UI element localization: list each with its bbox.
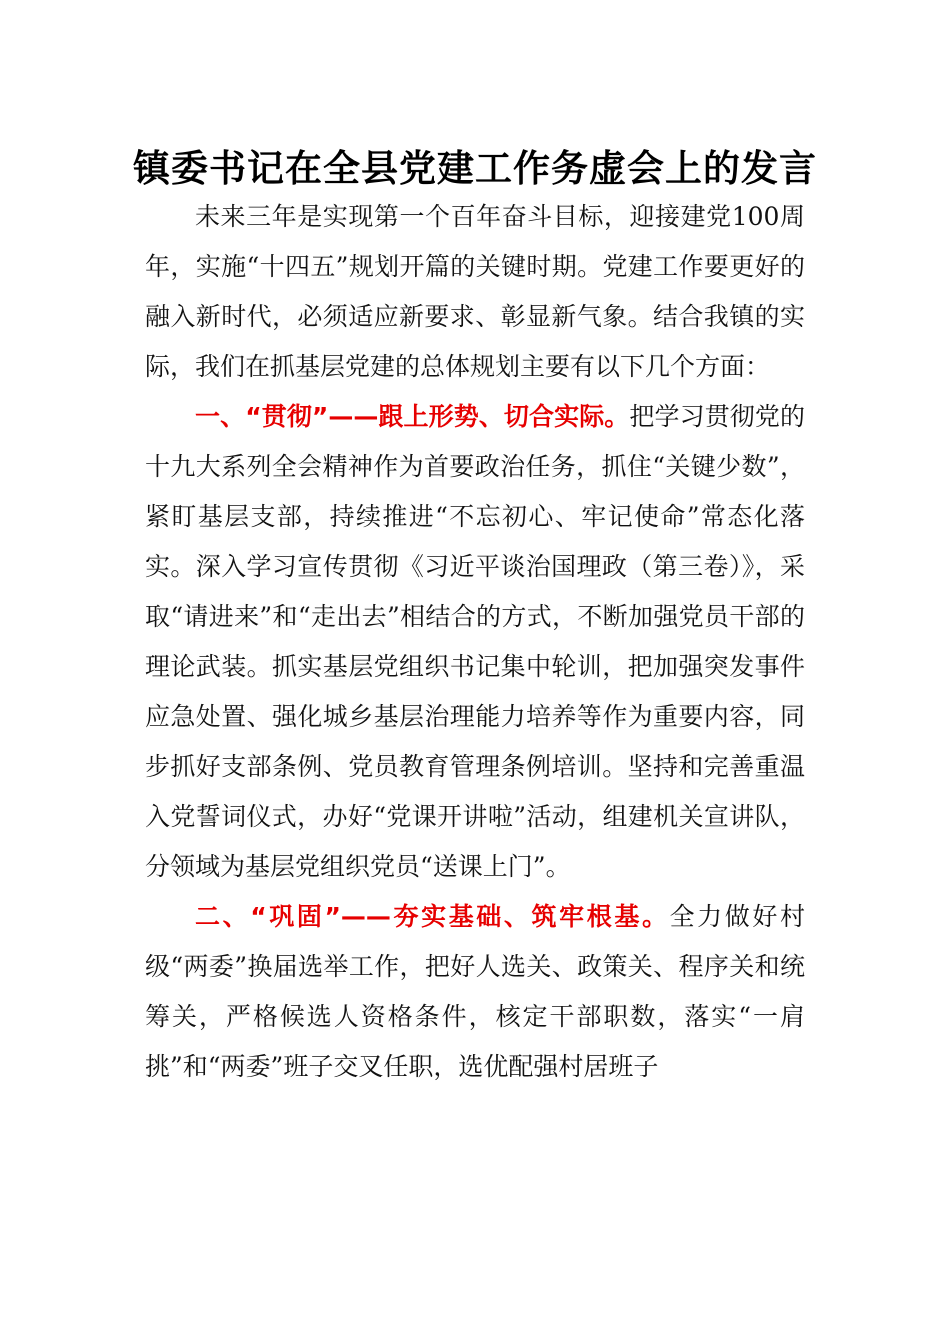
document-body bbox=[145, 192, 805, 1092]
paragraph-section-2 bbox=[145, 892, 805, 1092]
paragraph-text: 把学习贯彻党的十九大系列全会精神作为首要政治任务，抓住“关键少数”，紧盯基层支部，持续推进“不忘初心、牢记使命”常态化落实。深入学习宣传贯彻《习近平谈治国理政（第三卷）》，采取“请进来”和“走出去”相结合的方式，不断加强党员干部的理论武装。抓实基层党组织书记集中轮训，把加强突发事件应急处置、强化城乡基层治理能力培养等作为重要内容，同步抓好支部条例、党员教育管理条例培训。坚持和完善重温入党誓词仪式，办好“党课开讲啦”活动，组建机关宣讲队，分领域为基层党组织党员“送课上门”。 bbox=[145, 402, 805, 881]
paragraph-section-1 bbox=[145, 392, 805, 892]
paragraph-text: 未来三年是实现第一个百年奋斗目标，迎接建党100周年，实施“十四五”规划开篇的关键时期。党建工作要更好的融入新时代，必须适应新要求、彰显新气象。结合我镇的实际，我们在抓基层党建的总体规划主要有以下几个方面： bbox=[145, 202, 805, 381]
section-heading: 二、“巩固”——夯实基础、筑牢根基。 bbox=[195, 902, 670, 931]
paragraph-intro bbox=[145, 192, 805, 392]
paragraph-text: 全力做好村级“两委”换届选举工作，把好人选关、政策关、程序关和统筹关，严格候选人资格条件，核定干部职数，落实“一肩挑”和“两委”班子交叉任职，选优配强村居班子 bbox=[145, 902, 805, 1081]
document-title: 镇委书记在全县党建工作务虚会上的发言 bbox=[133, 146, 817, 190]
section-heading: 一、“贯彻”——跟上形势、切合实际。 bbox=[195, 402, 630, 431]
